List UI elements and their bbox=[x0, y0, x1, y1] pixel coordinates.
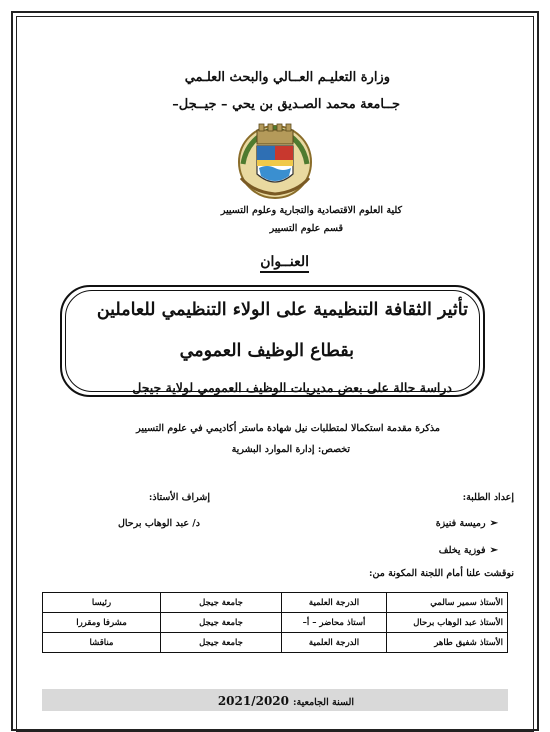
jury-rank: الدرجة العلمية bbox=[282, 593, 387, 613]
supervisor-name: د/ عبد الوهاب برحال bbox=[118, 518, 200, 529]
jury-table bbox=[42, 592, 508, 653]
specialty: تخصص: إدارة الموارد البشرية bbox=[231, 444, 350, 455]
academic-year bbox=[218, 694, 354, 708]
supervision-label: إشراف الأستاذ: bbox=[148, 492, 210, 503]
academic-year-value: 2021/2020 bbox=[217, 694, 290, 708]
university-name: جــامعة محمد الصـديق بن يحي – جيــجل– bbox=[172, 97, 400, 112]
jury-institution: جامعة جيجل bbox=[161, 593, 282, 613]
jury-name: الأستاذ شفيق طاهر bbox=[387, 633, 508, 653]
memo-statement: مذكرة مقدمة استكمالا لمتطلبات نيل شهادة ماستر أكاديمي في علوم التسيير bbox=[136, 423, 440, 434]
faculty-name: كلية العلوم الاقتصادية والتجارية وعلوم التسيير bbox=[220, 205, 402, 216]
student-name-text: رميسة فنيزة bbox=[435, 518, 486, 529]
department-name: قسم علوم التسيير bbox=[269, 223, 343, 234]
jury-institution: جامعة جيجل bbox=[161, 613, 282, 633]
title-label: العنــوان bbox=[260, 254, 309, 273]
thesis-title-line2: بقطاع الوظيف العمومي bbox=[179, 341, 354, 361]
student-name bbox=[439, 545, 498, 556]
university-logo-icon bbox=[233, 118, 317, 202]
jury-role: مناقشا bbox=[43, 633, 161, 653]
jury-rank: الدرجة العلمية bbox=[282, 633, 387, 653]
student-name-text: فوزية يخلف bbox=[438, 545, 486, 556]
thesis-subtitle: دراسة حالة على بعض مديريات الوظيف العمومي لولاية جيجل bbox=[132, 380, 452, 395]
jury-role: مشرفا ومقررا bbox=[43, 613, 161, 633]
ministry-name: وزارة التعليـم العــالي والبحث العلـمي bbox=[184, 70, 390, 85]
academic-year-label: السنة الجامعية: bbox=[293, 697, 354, 708]
table-row bbox=[43, 613, 508, 633]
table-row bbox=[43, 593, 508, 613]
jury-name: الأستاذ عبد الوهاب برحال bbox=[387, 613, 508, 633]
prepared-by-label: إعداد الطلبة: bbox=[462, 492, 514, 503]
committee-label: نوقشت علنا أمام اللجنة المكونة من: bbox=[368, 568, 514, 579]
table-row bbox=[43, 633, 508, 653]
jury-role: رئيسا bbox=[43, 593, 161, 613]
arrow-bullet-icon: ➢ bbox=[489, 518, 498, 529]
student-name bbox=[436, 518, 498, 529]
jury-institution: جامعة جيجل bbox=[161, 633, 282, 653]
thesis-title-line1: تأثير الثقافة التنظيمية على الولاء التنظيمي للعاملين bbox=[96, 300, 468, 320]
jury-name: الأستاذ سمير سالمي bbox=[387, 593, 508, 613]
jury-rank: أستاذ محاضر – أ– bbox=[282, 613, 387, 633]
arrow-bullet-icon: ➢ bbox=[489, 545, 498, 556]
